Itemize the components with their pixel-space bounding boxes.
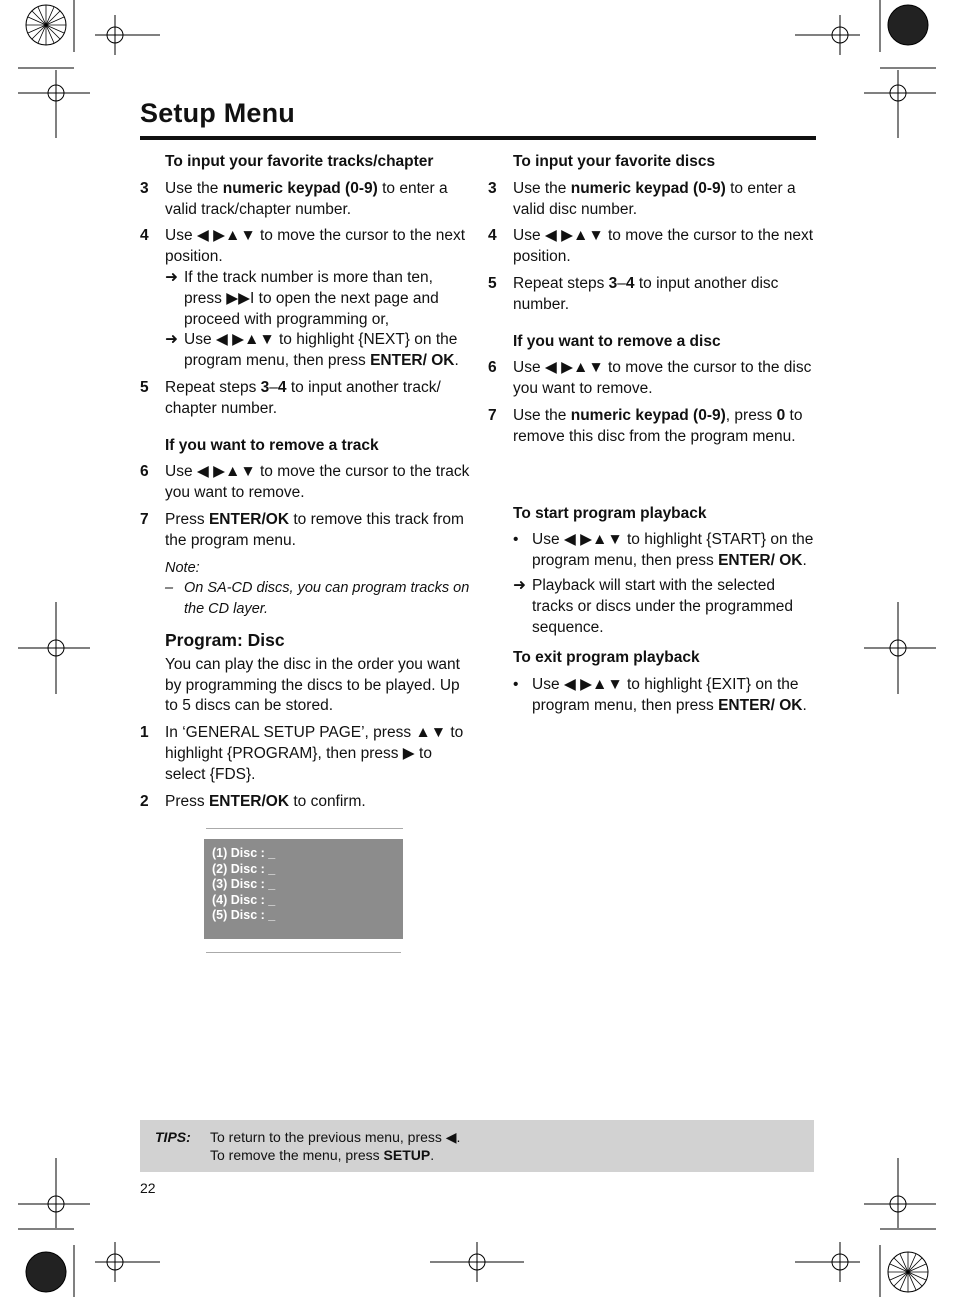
right-column [488, 152, 818, 721]
step-1-left [140, 723, 470, 785]
tips-label: TIPS: [155, 1129, 191, 1145]
step-number: 6 [140, 463, 149, 481]
heading-remove-track: If you want to remove a track [165, 436, 379, 454]
step-5-left [140, 378, 470, 420]
bullet-icon: • [513, 676, 519, 694]
key-name: ENTER/ OK [718, 552, 803, 570]
step-number: 2 [140, 792, 149, 810]
step-number: 3 [488, 179, 497, 197]
key-name: ENTER/OK [208, 792, 290, 810]
intro-paragraph: You can play the disc in the order you want by programming the discs to be played. Up to 5 discs can be stored. [165, 655, 460, 715]
step-6-left [140, 462, 470, 504]
step-7-right [488, 406, 818, 448]
key-name: numeric keypad (0-9) [222, 179, 378, 197]
key-name: ENTER/ OK [370, 352, 455, 370]
bullet-exit [513, 675, 818, 717]
result-text: If the track number is more than ten, press ▶▶I to open the next page and proceed with programming or, [184, 268, 439, 328]
punctuation: . [802, 696, 807, 714]
step-number: 5 [488, 274, 497, 292]
arrow-right-icon: ➜ [513, 576, 526, 594]
step-text: Use the [513, 406, 571, 424]
step-number: 7 [488, 406, 497, 424]
punctuation: . [454, 352, 459, 370]
result-note [165, 268, 470, 330]
step-text: Press [165, 510, 209, 528]
step-text: to remove this disc from the program menu. [513, 406, 803, 445]
punctuation: . [802, 552, 807, 570]
step-text: Use the [513, 179, 571, 197]
program-disc-osd [204, 839, 403, 939]
step-ref: 4 [277, 378, 287, 396]
tips-line-2 [210, 1146, 434, 1164]
step-7-left [140, 510, 470, 552]
tips-box [140, 1120, 814, 1172]
page-number: 22 [140, 1180, 156, 1196]
step-text: to confirm. [289, 792, 366, 810]
heading-exit-playback: To exit program playback [513, 649, 700, 667]
key-name: numeric keypad (0-9) [570, 406, 726, 424]
step-text: Use the [165, 179, 223, 197]
note-text: On SA-CD discs, you can program tracks on the CD layer. [184, 580, 470, 618]
osd-line: (3) Disc : _ [212, 877, 276, 891]
left-column [140, 152, 470, 818]
osd-line: (2) Disc : _ [212, 861, 276, 876]
step-6-right [488, 358, 818, 400]
bullet-icon: • [513, 531, 519, 549]
step-text: Use ◀ ▶▲▼ to move the cursor to the disc you want to remove. [513, 359, 812, 398]
step-text: to input another disc number. [513, 274, 779, 313]
osd-divider-top [206, 828, 403, 829]
step-text: to remove this track from the program menu. [165, 510, 464, 549]
step-text: In ‘GENERAL SETUP PAGE’, press ▲▼ to highlight {PROGRAM}, then press ▶ to select {FDS}. [165, 724, 464, 783]
step-ref: 3 [608, 274, 618, 292]
arrow-right-icon: ➜ [165, 331, 178, 349]
step-number: 7 [140, 510, 149, 528]
step-text: Use ◀ ▶▲▼ to move the cursor to the next position. [513, 227, 814, 266]
key-name: ENTER/OK [208, 510, 290, 528]
step-number: 5 [140, 378, 149, 396]
step-number: 1 [140, 724, 149, 742]
result-note [513, 576, 818, 638]
step-2-left [140, 792, 470, 813]
step-number: 6 [488, 359, 497, 377]
bullet-text: Use ◀ ▶▲▼ to highlight {EXIT} on the program menu, then press [532, 676, 799, 714]
step-text: to input another track/ chapter number. [165, 378, 441, 417]
result-text: Playback will start with the selected tracks or discs under the programmed sequence. [532, 576, 794, 636]
step-text: Use ◀ ▶▲▼ to move the cursor to the track you want to remove. [165, 463, 470, 502]
key-name: ENTER/ OK [718, 696, 803, 714]
step-4-right [488, 226, 818, 268]
osd-divider-bottom [206, 952, 401, 953]
tips-text: To remove the menu, press [210, 1147, 384, 1163]
step-text: to enter a valid disc number. [513, 179, 796, 218]
key-name: SETUP [383, 1147, 431, 1163]
heading-start-playback: To start program playback [513, 504, 707, 522]
step-text: Repeat steps [513, 274, 609, 292]
bullet-start [513, 530, 818, 572]
punctuation: . [430, 1147, 435, 1163]
step-text: Use ◀ ▶▲▼ to move the cursor to the next position. [165, 227, 466, 266]
dash: – [617, 274, 626, 292]
note-label: Note: [165, 559, 200, 576]
result-note [165, 330, 470, 372]
step-text: Repeat steps [165, 378, 261, 396]
step-3-left [140, 179, 470, 221]
step-5-right [488, 274, 818, 316]
page-title: Setup Menu [140, 98, 295, 128]
heading-remove-disc: If you want to remove a disc [513, 332, 721, 350]
tips-line-1: To return to the previous menu, press ◀. [210, 1129, 461, 1145]
heading-favorite-tracks: To input your favorite tracks/chapter [165, 153, 434, 170]
step-number: 4 [488, 227, 497, 245]
step-text: Press [165, 792, 209, 810]
key-name: numeric keypad (0-9) [570, 179, 726, 197]
dash: – [269, 378, 278, 396]
step-number: 4 [140, 227, 149, 245]
step-4-left [140, 226, 470, 372]
title-rule [140, 136, 816, 140]
result-text: Use ◀ ▶▲▼ to highlight {NEXT} on the program menu, then press [184, 331, 458, 370]
step-3-right [488, 179, 818, 221]
osd-line: (5) Disc : _ [212, 908, 276, 922]
bullet-text: Use ◀ ▶▲▼ to highlight {START} on the program menu, then press [532, 531, 814, 570]
heading-program-disc: Program: Disc [165, 629, 285, 650]
heading-favorite-discs: To input your favorite discs [513, 153, 716, 170]
arrow-right-icon: ➜ [165, 268, 178, 286]
step-number: 3 [140, 179, 149, 197]
note [165, 578, 470, 620]
step-text: to enter a valid track/chapter number. [165, 179, 448, 218]
note-dash: – [165, 580, 174, 597]
step-text: , press [725, 406, 777, 424]
key-name: 0 [776, 406, 786, 424]
osd-line: (4) Disc : _ [212, 892, 276, 907]
step-ref: 4 [625, 274, 635, 292]
step-ref: 3 [260, 378, 270, 396]
osd-line: (1) Disc : _ [212, 846, 276, 860]
